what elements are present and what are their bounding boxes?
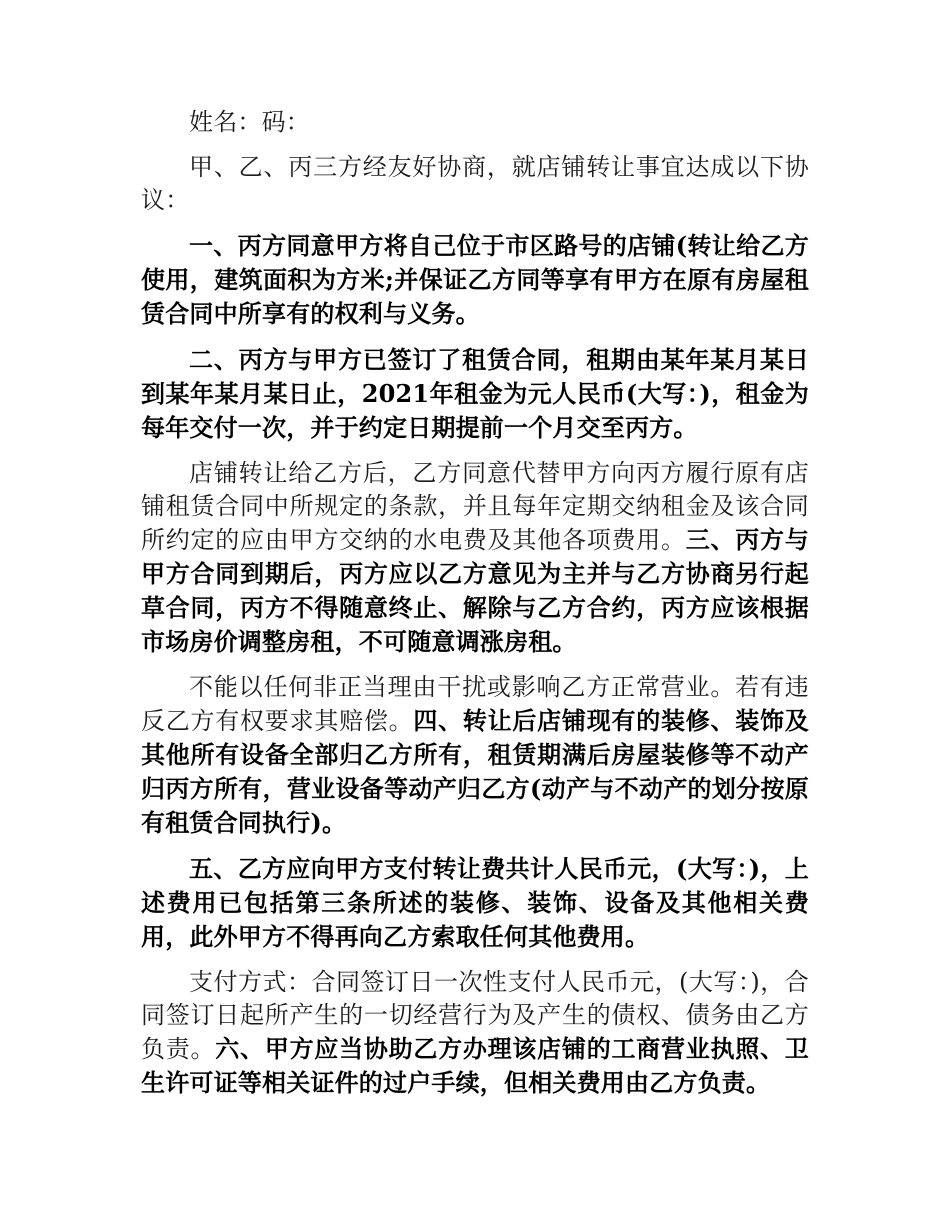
agreement-intro-text: 甲、乙、丙三方经友好协商，就店铺转让事宜达成以下协议： [141,153,809,214]
clause-5-text: 五、乙方应向甲方支付转让费共计人民币元，(大写：)，上述费用已包括第三条所述的装修、装饰、设备及其他相关费用，此外甲方不得再向乙方索取任何其他费用。 [141,854,809,951]
paragraph-clause-1 [141,229,809,331]
clause-4-text: 四、转让后店铺现有的装修、装饰及其他所有设备全部归乙方所有，租赁期满后房屋装修等不动产归丙方所有，营业设备等动产归乙方(动产与不动产的划分按原有租赁合同执行)。 [141,706,809,837]
clause-3-text: 三、丙方与甲方合同到期后，丙方应以乙方意见为主并与乙方协商另行起草合同，丙方不得随意终止、解除与乙方合约，丙方应该根据市场房价调整房租，不可随意调涨房租。 [141,525,809,656]
paragraph-clause-2 [141,343,809,445]
name-code-line: 姓名：码： [189,108,310,136]
document-page [141,106,809,1112]
paragraph-interference-and-clause-4 [141,671,809,840]
payment-method-text: 支付方式：合同签订日一次性支付人民币元，(大写：)，合同签订日起所产生的一切经营行为及产生的债权、债务由乙方负责。 [141,968,809,1063]
paragraph-name-code [141,106,809,139]
clause-6-text: 六、甲方应当协助乙方办理该店铺的工商营业执照、卫生许可证等相关证件的过户手续，但相关费用由乙方负责。 [141,1034,809,1097]
paragraph-transfer-and-clause-3 [141,457,809,659]
interference-text: 不能以任何非正当理由干扰或影响乙方正常营业。若有违反乙方有权要求其赔偿。 [141,673,809,735]
clause-1-text: 一、丙方同意甲方将自己位于市区路号的店铺(转让给乙方使用，建筑面积为方米;并保证乙方同等享有甲方在原有房屋租赁合同中所享有的权利与义务。 [141,231,809,328]
transfer-obligations-text: 店铺转让给乙方后，乙方同意代替甲方向丙方履行原有店铺租赁合同中所规定的条款，并且每年定期交纳租金及该合同所约定的应由甲方交纳的水电费及其他各项费用。 [141,459,809,554]
paragraph-agreement-intro [141,151,809,217]
clause-2-text: 二、丙方与甲方已签订了租赁合同，租期由某年某月某日到某年某月某日止，2021年租金为元人民币(大写：)，租金为每年交付一次，并于约定日期提前一个月交至丙方。 [141,345,809,442]
paragraph-clause-5 [141,852,809,954]
paragraph-payment-and-clause-6 [141,966,809,1100]
